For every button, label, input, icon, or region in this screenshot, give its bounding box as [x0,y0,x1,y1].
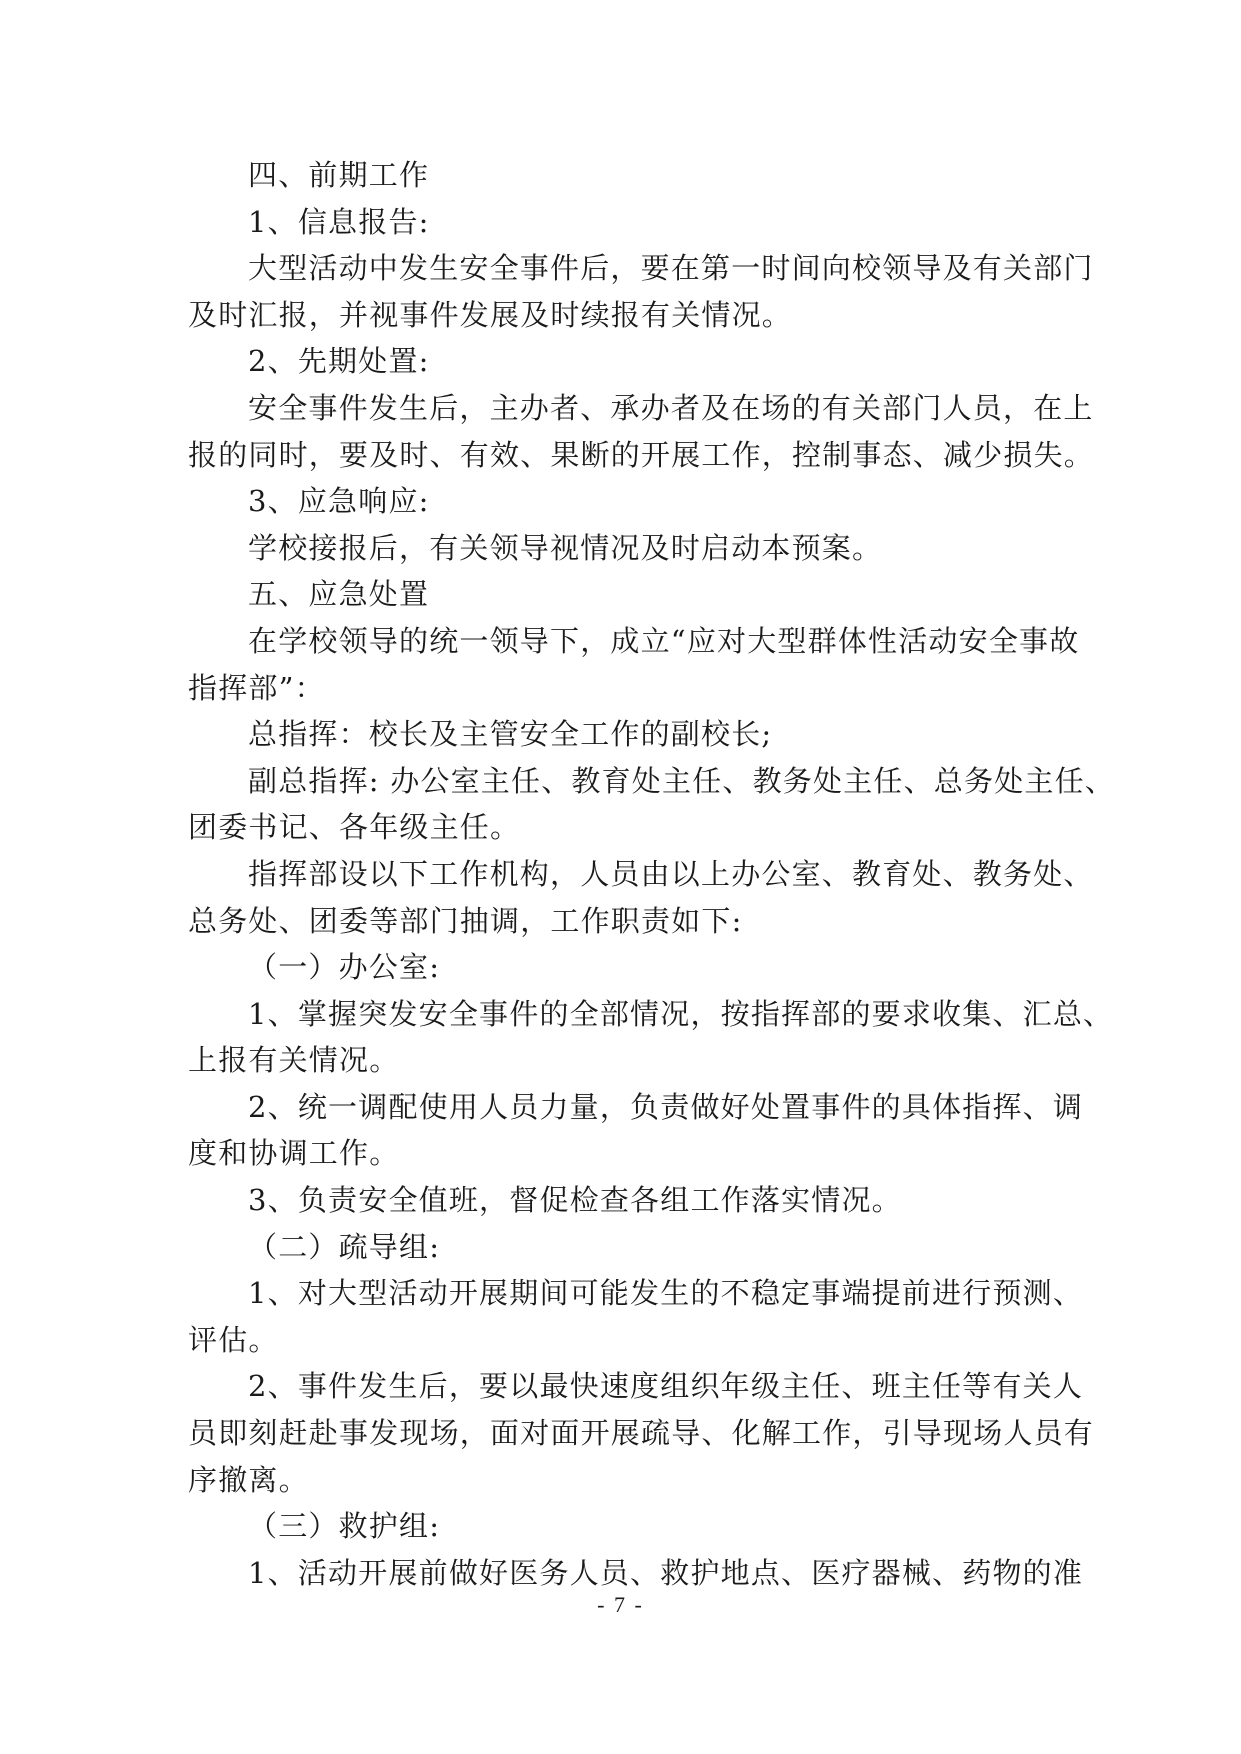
paragraph-line: 度和协调工作。 [188,1136,400,1171]
paragraph-line: 3、负责安全值班，督促检查各组工作落实情况。 [248,1183,902,1218]
paragraph-line: 2、事件发生后，要以最快速度组织年级主任、班主任等有关人 [248,1369,1084,1404]
paragraph-line: 报的同时，要及时、有效、果断的开展工作，控制事态、减少损失。 [188,437,1095,472]
paragraph-line: 员即刻赶赴事发现场，面对面开展疏导、化解工作，引导现场人员有 [188,1416,1095,1451]
section-heading: 四、前期工作 [248,158,430,192]
paragraph-line: 总指挥：校长及主管安全工作的副校长; [248,717,773,752]
paragraph-line: 2、统一调配使用人员力量，负责做好处置事件的具体指挥、调 [248,1089,1084,1124]
paragraph-line: 评估。 [188,1322,279,1357]
subsection-heading: （一）办公室: [248,950,441,985]
subsection-heading: （三）救护组: [248,1509,441,1544]
paragraph-line: 1、活动开展前做好医务人员、救护地点、医疗器械、药物的准 [248,1555,1084,1590]
paragraph-line: 序撤离。 [188,1462,309,1497]
paragraph-line: 总务处、团委等部门抽调，工作职责如下: [188,903,743,938]
page-number: - 7 - [597,1592,644,1617]
paragraph-line: 指挥部”： [188,670,325,705]
paragraph-line: 团委书记、各年级主任。 [188,810,521,845]
paragraph-line: 安全事件发生后，主办者、承办者及在场的有关部门人员，在上 [248,390,1094,425]
paragraph-line: 上报有关情况。 [188,1043,400,1078]
paragraph-line: 学校接报后，有关领导视情况及时启动本预案。 [248,530,883,565]
item-heading: 1、信息报告: [248,204,430,239]
section-heading: 五、应急处置 [248,577,430,612]
paragraph-line: 大型活动中发生安全事件后，要在第一时间向校领导及有关部门 [248,251,1094,286]
paragraph-line: 指挥部设以下工作机构，人员由以上办公室、教育处、教务处、 [248,856,1094,891]
paragraph-line: 1、对大型活动开展期间可能发生的不稳定事端提前进行预测、 [248,1276,1084,1311]
document-body [188,152,1115,1596]
paragraph-line: 1、掌握突发安全事件的全部情况，按指挥部的要求收集、汇总、 [248,996,1114,1031]
paragraph-line: 副总指挥: 办公室主任、教育处主任、教务处主任、总务处主任、 [248,763,1115,798]
paragraph-line: 在学校领导的统一领导下，成立“应对大型群体性活动安全事故 [248,623,1080,658]
paragraph-line: 及时汇报，并视事件发展及时续报有关情况。 [188,297,793,332]
subsection-heading: （二）疏导组: [248,1229,441,1264]
item-heading: 2、先期处置: [248,344,430,379]
item-heading: 3、应急响应: [248,484,430,519]
